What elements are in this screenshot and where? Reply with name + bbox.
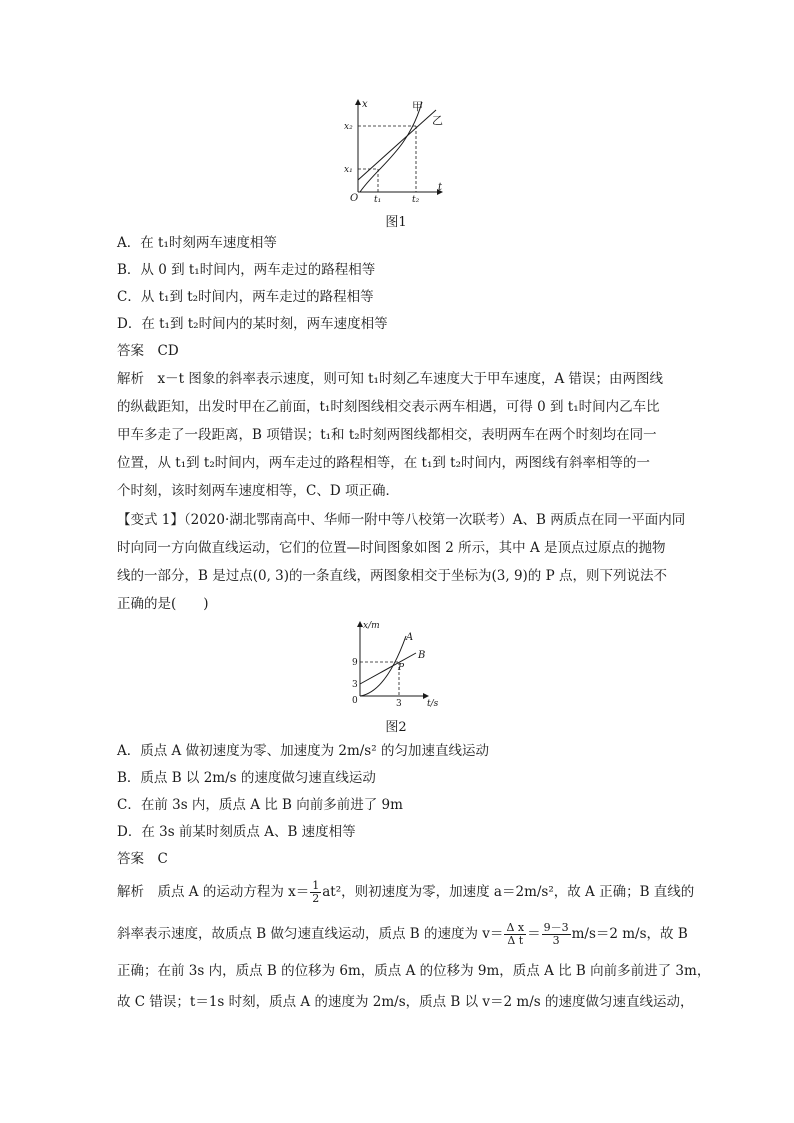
q2-stem-line-2: 时向同一方向做直线运动，它们的位置—时间图象如图 2 所示，其中 A 是顶点过原点的抛物 xyxy=(117,540,666,556)
fig2-label-b: B xyxy=(418,650,426,661)
fraction-half-den: 2 xyxy=(312,892,320,905)
fraction-half-num: 1 xyxy=(312,879,320,892)
q2-answer: 答案 C xyxy=(117,851,168,867)
figure-1-caption: 图1 xyxy=(385,215,407,230)
figure-2-graph xyxy=(338,618,450,710)
q1-analysis-line-2: 的纵截距知，出发时甲在乙前面，t₁时刻图线相交表示两车相遇，可得 0 到 t₁时间内乙车比 xyxy=(117,399,660,415)
q2-analysis-line-1 xyxy=(117,879,695,905)
fig1-label-x: x xyxy=(362,99,368,110)
q2-analysis-line-4: 故 C 错误；t＝1s 时刻，质点 A 的速度为 2m/s，质点 B 以 v＝2 m/s 的速度做匀速直线运动， xyxy=(117,994,694,1010)
q1-analysis-line-1: 解析 x－t 图象的斜率表示速度，则可知 t₁时刻乙车速度大于甲车速度，A 错误；由两图线 xyxy=(117,371,663,387)
fig2-label-origin: 0 xyxy=(352,696,358,706)
curve-jia xyxy=(360,102,422,192)
fraction-9-3-num: 9－3 xyxy=(543,921,569,934)
fig1-label-origin: O xyxy=(350,193,359,204)
q2-analysis-line-3: 正确；在前 3s 内，质点 B 的位移为 6m，质点 A 的位移为 9m，质点 A 比 B 向前多前进了 3m， xyxy=(117,963,711,979)
q2-stem-line-1: 【变式 1】（2020·湖北鄂南高中、华师一附中等八校第一次联考）A、B 两质点在同一平面内同 xyxy=(117,512,686,528)
fig2-label-9: 9 xyxy=(352,658,358,668)
q1-option-d: D．在 t₁到 t₂时间内的某时刻，两车速度相等 xyxy=(117,316,388,332)
fraction-dx: Δ x xyxy=(506,921,525,934)
fig2-label-p: P xyxy=(398,663,405,673)
fig1-label-t1: t₁ xyxy=(374,195,382,205)
q2-analysis-2-post: m/s＝2 m/s，故 B xyxy=(571,926,688,942)
q2-option-a: A．质点 A 做初速度为零、加速度为 2m/s² 的匀加速直线运动 xyxy=(117,743,489,759)
q2-stem-line-3: 线的一部分，B 是过点(0, 3)的一条直线，两图象相交于坐标为(3, 9)的 P 点，则下列说法不 xyxy=(117,568,667,584)
q2-option-b: B．质点 B 以 2m/s 的速度做匀速直线运动 xyxy=(117,770,376,786)
fig2-line-b xyxy=(360,653,416,684)
fig1-label-x2: x₂ xyxy=(344,122,353,132)
q2-stem-line-4: 正确的是( ) xyxy=(117,596,209,612)
q1-analysis-line-5: 个时刻，该时刻两车速度相等，C、D 项正确． xyxy=(117,483,399,499)
fig1-label-x1: x₁ xyxy=(344,165,353,175)
q2-option-d: D．在 3s 前某时刻质点 A、B 速度相等 xyxy=(117,824,356,840)
q1-option-b: B．从 0 到 t₁时间内，两车走过的路程相等 xyxy=(117,262,376,278)
fig2-label-y: x/m xyxy=(363,621,380,631)
q2-analysis-2-pre: 斜率表示速度，故质点 B 做匀速直线运动，质点 B 的速度为 v＝ xyxy=(117,926,504,942)
figure-2-caption: 图2 xyxy=(385,720,407,735)
fig2-label-a: A xyxy=(406,632,414,643)
q2-option-c: C．在前 3s 内，质点 A 比 B 向前多前进了 9m xyxy=(117,797,403,813)
fig1-label-jia: 甲 xyxy=(412,100,423,113)
fig1-label-yi: 乙 xyxy=(432,114,443,127)
q1-option-c: C．从 t₁到 t₂时间内，两车走过的路程相等 xyxy=(117,289,374,305)
q1-option-a: A．在 t₁时刻两车速度相等 xyxy=(117,235,277,251)
q1-analysis-line-3: 甲车多走了一段距离，B 项错误；t₁和 t₂时刻两图线都相交，表明两车在两个时刻均在同一 xyxy=(117,427,657,443)
fig2-label-3y: 3 xyxy=(352,680,358,690)
fig1-label-t2: t₂ xyxy=(412,195,420,205)
fig2-label-3x: 3 xyxy=(396,699,402,709)
figure-1-graph xyxy=(338,96,458,208)
q2-analysis-line-2 xyxy=(117,921,688,947)
q2-analysis-1-post: at²，则初速度为零，加速度 a＝2m/s²，故 A 正确；B 直线的 xyxy=(322,884,695,900)
q1-analysis-line-4: 位置，从 t₁到 t₂时间内，两车走过的路程相等，在 t₁到 t₂时间内，两图线有斜率相等的一 xyxy=(117,455,651,471)
fig1-label-t: t xyxy=(438,182,443,193)
q1-answer: 答案 CD xyxy=(117,343,179,359)
q2-analysis-1-pre: 解析 质点 A 的运动方程为 x＝ xyxy=(117,884,310,900)
fraction-dt: Δ t xyxy=(507,934,524,947)
fraction-9-3 xyxy=(542,922,571,947)
curve-yi-line xyxy=(358,110,436,180)
equals-sign: ＝ xyxy=(527,926,541,942)
fig2-label-x: t/s xyxy=(427,699,439,709)
fraction-9-3-den: 3 xyxy=(552,934,560,947)
fraction-half xyxy=(310,880,321,905)
fraction-dx-dt xyxy=(504,922,526,947)
